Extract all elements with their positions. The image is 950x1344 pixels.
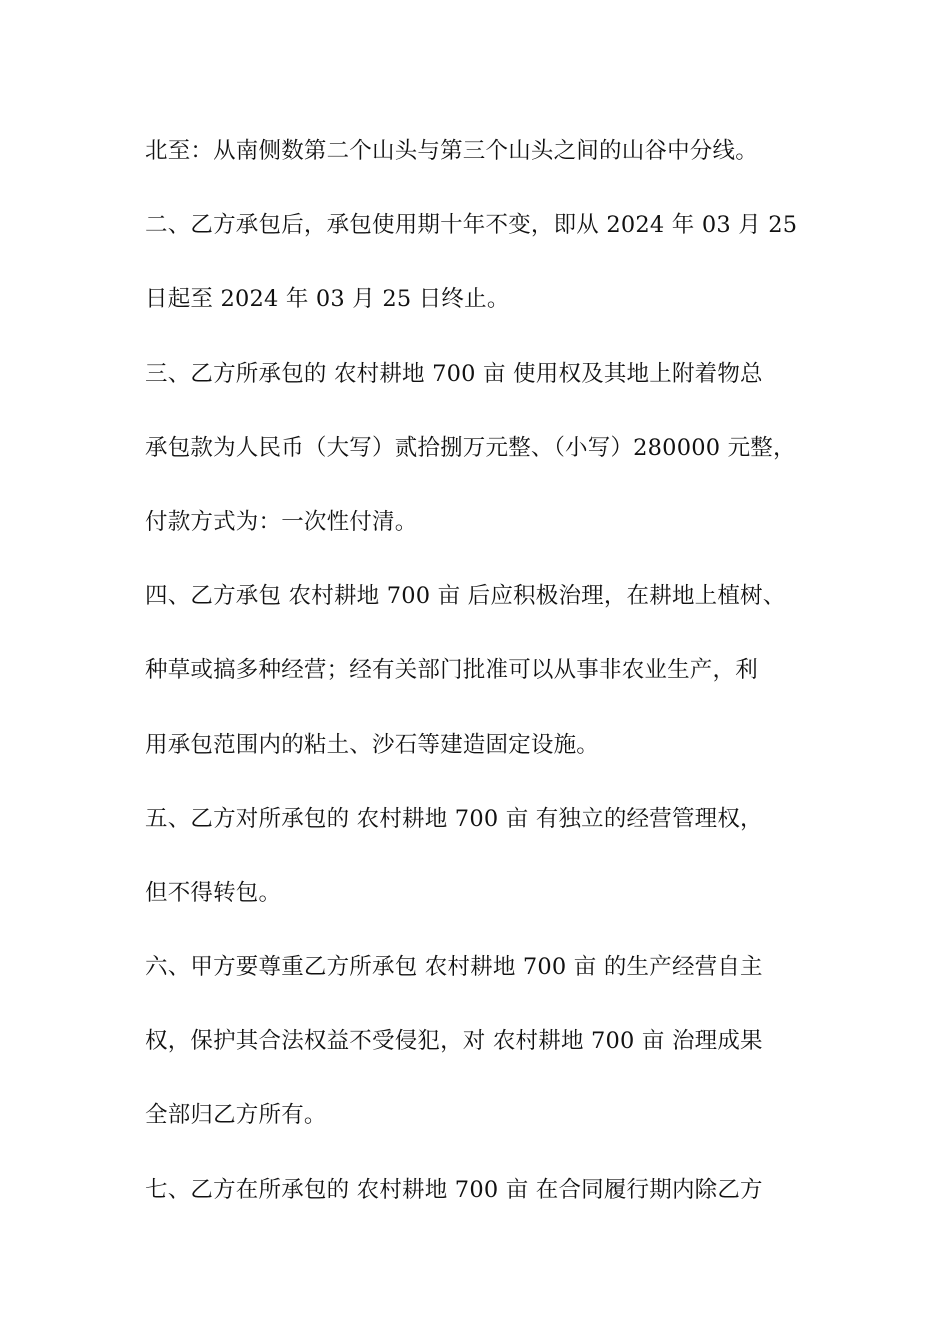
text-line: 权，保护其合法权益不受侵犯，对 农村耕地 700 亩 治理成果 xyxy=(145,1028,763,1055)
text-line: 承包款为人民币（大写）贰拾捌万元整、（小写）280000 元整， xyxy=(145,434,796,461)
text-line: 付款方式为：一次性付清。 xyxy=(145,508,418,535)
text-line: 五、乙方对所承包的 农村耕地 700 亩 有独立的经营管理权， xyxy=(145,805,763,832)
text-line: 六、甲方要尊重乙方所承包 农村耕地 700 亩 的生产经营自主 xyxy=(145,954,763,981)
text-line: 二、乙方承包后，承包使用期十年不变，即从 2024 年 03 月 25 xyxy=(145,212,798,239)
text-line: 七、乙方在所承包的 农村耕地 700 亩 在合同履行期内除乙方 xyxy=(145,1176,763,1203)
text-line: 但不得转包。 xyxy=(145,879,282,906)
text-line: 全部归乙方所有。 xyxy=(145,1102,327,1129)
text-line: 用承包范围内的粘土、沙石等建造固定设施。 xyxy=(145,731,600,758)
text-line: 日起至 2024 年 03 月 25 日终止。 xyxy=(145,286,510,313)
contract-text-body xyxy=(145,131,825,1244)
text-line: 种草或搞多种经营；经有关部门批准可以从事非农业生产，利 xyxy=(145,657,758,684)
text-line: 三、乙方所承包的 农村耕地 700 亩 使用权及其地上附着物总 xyxy=(145,360,763,387)
text-line: 四、乙方承包 农村耕地 700 亩 后应积极治理，在耕地上植树、 xyxy=(145,583,786,610)
text-line: 北至：从南侧数第二个山头与第三个山头之间的山谷中分线。 xyxy=(145,138,758,164)
